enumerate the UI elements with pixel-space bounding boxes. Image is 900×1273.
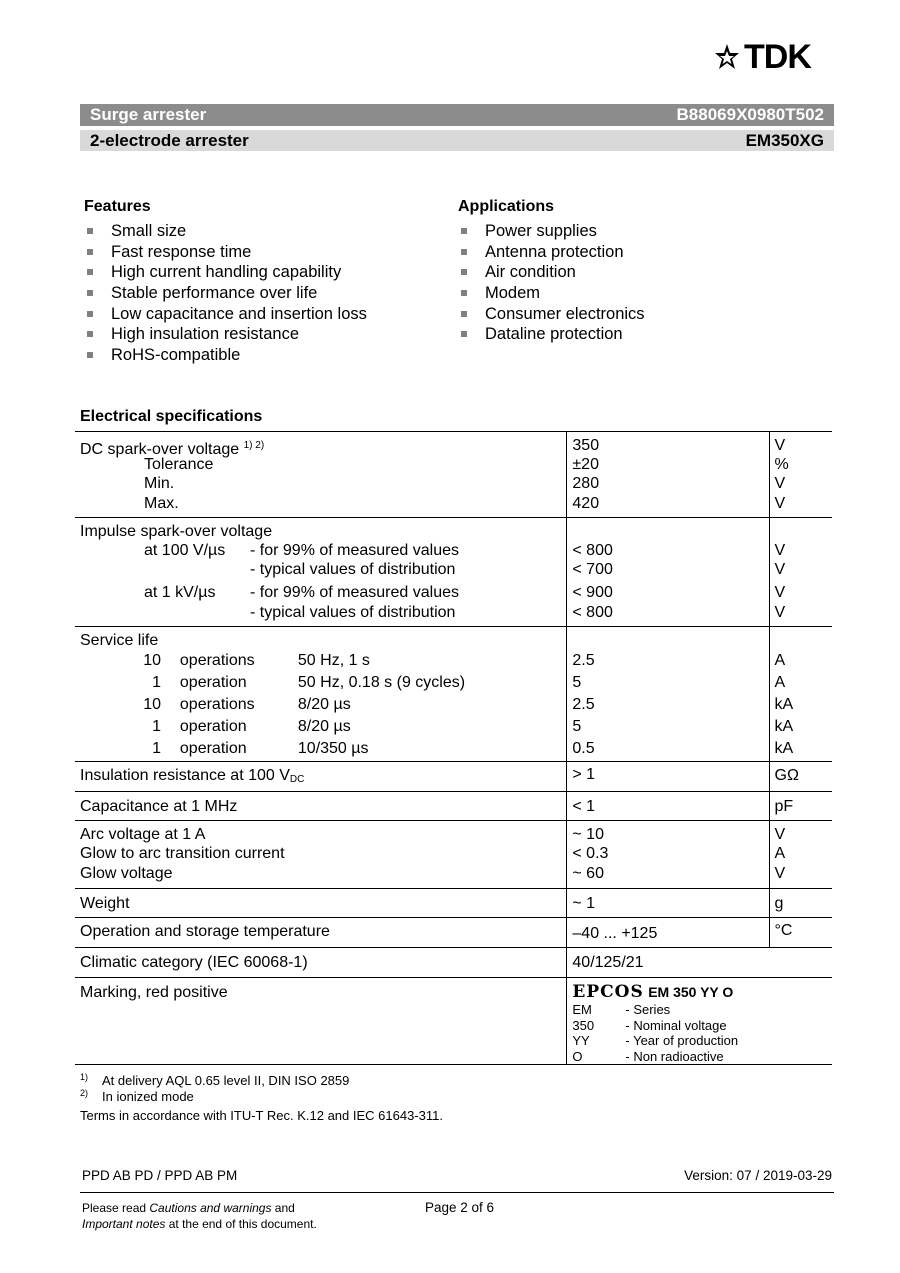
climatic-label: Climatic category (IEC 60068-1) (80, 954, 308, 972)
bullet-icon (461, 249, 467, 255)
bullet-icon (87, 352, 93, 358)
bullet-icon (87, 331, 93, 337)
marking-code: EM 350 YY O (648, 984, 734, 1001)
type-name: EM350XG (745, 130, 824, 150)
logo-text: TDK (744, 37, 811, 76)
applications-title: Applications (458, 198, 555, 215)
bullet-icon (461, 331, 467, 337)
table-row: Insulation resistance at 100 $V_{DC}$ > 1 GΩ (75, 761, 832, 791)
order-code: B88069X0980T502 (676, 105, 824, 124)
marking-legend-item: O - Non radioactive (572, 1048, 724, 1064)
application-item: Antenna protection (458, 242, 645, 263)
table-row: Climatic category (IEC 60068-1) 40/125/21 (75, 948, 832, 978)
table-row: Impulse spark-over voltage at 100 V/µs - for 99% of measured values - typical values of distribution at 1 kV/µs - for 99% of measured values - typical values of distribution < 800 < 700 < 900 < 800 V V V V (75, 517, 832, 626)
product-type: Surge arrester (90, 105, 207, 124)
marking-legend-item: EM - Series (572, 1002, 671, 1018)
footer-note: Please read Cautions and warnings and Important notes at the end of this document. (82, 1201, 317, 1231)
dc-sparkover-label: DC spark-over voltage (80, 441, 240, 458)
feature-item: Small size (84, 221, 367, 242)
subtype-header-bar (80, 130, 834, 151)
footnote-1: 1) At delivery AQL 0.65 level II, DIN ISO 2859 (80, 1072, 350, 1088)
footnote-2: 2) In ionized mode (80, 1088, 194, 1104)
bullet-icon (87, 249, 93, 255)
impulse-sparkover-label: Impulse spark-over voltage (80, 522, 273, 540)
tdk-logo (712, 37, 838, 76)
service-life-label: Service life (80, 631, 159, 649)
feature-item: RoHS-compatible (84, 345, 367, 366)
feature-item: Low capacitance and insertion loss (84, 304, 367, 325)
footer-divider (80, 1192, 834, 1193)
table-row: Capacitance at 1 MHz < 1 pF (75, 792, 832, 821)
bullet-icon (461, 228, 467, 234)
electrical-specifications-table (75, 431, 832, 1065)
epcos-brand: EPCOS (572, 982, 644, 1003)
weight-label: Weight (80, 894, 130, 912)
application-item: Modem (458, 283, 645, 304)
product-subtype: 2-electrode arrester (90, 130, 249, 150)
features-title: Features (84, 198, 151, 215)
application-item: Air condition (458, 262, 645, 283)
application-item: Power supplies (458, 221, 645, 242)
feature-item: Stable performance over life (84, 283, 367, 304)
table-row (75, 978, 832, 1065)
table-row: DC spark-over voltage $^{1) 2)}$ Tolerance Min. Max. 350 ±20 280 420 V % V V (75, 432, 832, 518)
marking-label: Marking, red positive (80, 984, 228, 1002)
application-item: Dataline protection (458, 324, 645, 345)
terms-note: Terms in accordance with ITU-T Rec. K.12 and IEC 61643-311. (80, 1108, 443, 1123)
footer-department: PPD AB PD / PPD AB PM (82, 1168, 238, 1183)
marking-legend-item: 350 - Nominal voltage (572, 1017, 727, 1033)
temperature-label: Operation and storage temperature (80, 923, 330, 940)
application-item: Consumer electronics (458, 304, 645, 325)
table-row: Service life 10 operations 50 Hz, 1 s 1 operation 50 Hz, 0.18 s (9 cycles) 10 operations 8/20 µs 1 operation 8/20 µs 1 operation 10/350 µs 2.5 5 2.5 5 0.5 A A kA kA kA (75, 626, 832, 761)
bullet-icon (87, 311, 93, 317)
marking-legend-item: YY - Year of production (572, 1033, 739, 1049)
table-row: Weight ~ 1 g (75, 888, 832, 917)
bullet-icon (461, 269, 467, 275)
applications-list (458, 221, 645, 345)
bullet-icon (87, 228, 93, 234)
footnote-ref: 1) 2) (243, 440, 265, 451)
table-row: Operation and storage temperature –40 ... +125 °C (75, 918, 832, 948)
bullet-icon (87, 269, 93, 275)
table-row: Arc voltage at 1 A Glow to arc transition current Glow voltage ~ 10 < 0.3 ~ 60 V A V (75, 821, 832, 889)
feature-item: Fast response time (84, 242, 367, 263)
tdk-emblem-icon (712, 42, 742, 72)
page-number: Page 2 of 6 (425, 1200, 495, 1215)
features-list (84, 221, 367, 366)
bullet-icon (87, 290, 93, 296)
bullet-icon (461, 311, 467, 317)
bullet-icon (461, 290, 467, 296)
capacitance-label: Capacitance at 1 MHz (80, 798, 238, 816)
footer-version: Version: 07 / 2019-03-29 (684, 1168, 832, 1183)
feature-item: High current handling capability (84, 262, 367, 283)
product-header-bar (80, 104, 834, 126)
electrical-specifications-title: Electrical specifications (80, 408, 263, 425)
insulation-label: Insulation resistance at 100 V (80, 766, 290, 784)
feature-item: High insulation resistance (84, 324, 367, 345)
